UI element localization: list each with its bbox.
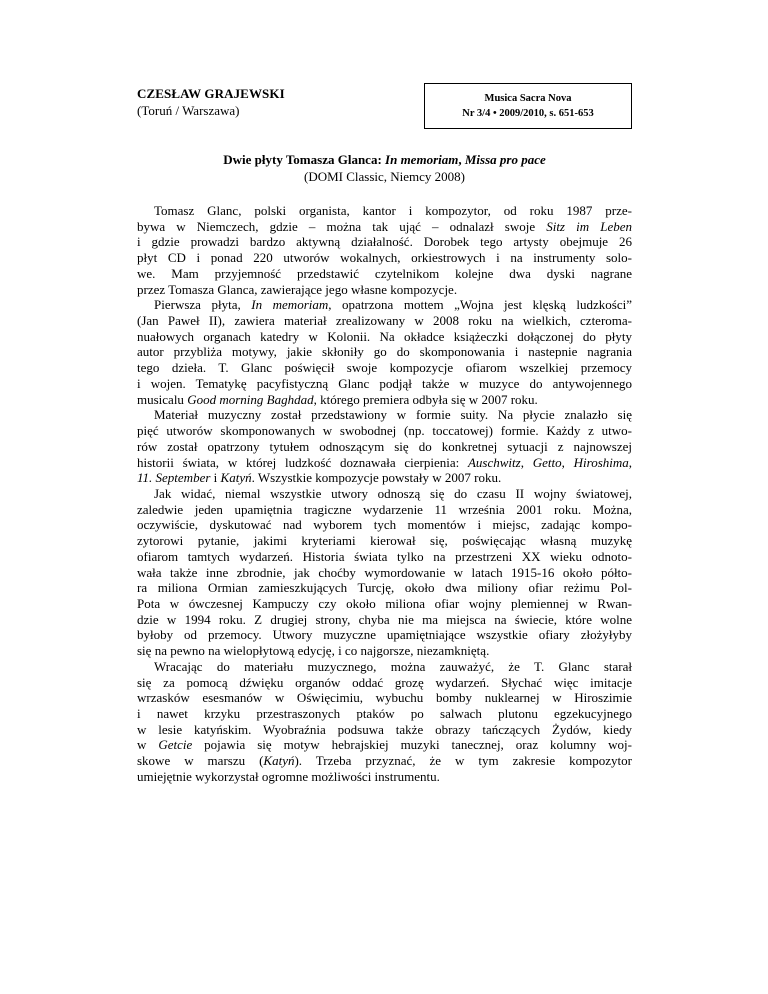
text-line	[137, 580, 632, 596]
author-block	[137, 85, 397, 120]
article-title	[137, 151, 632, 168]
italic-text: Hiroshima	[573, 454, 629, 470]
text-segment: oczywiście, dyskutować nad wyborem tych momentów i miejsc, zadając kompo-	[137, 517, 632, 533]
author-affiliation: (Toruń / Warszawa)	[137, 103, 240, 118]
text-segment: zytorowi pytanie, jakimi kryteriami kierował się, poświęcając własną muzykę	[137, 533, 632, 549]
italic-text: Katyń	[263, 753, 295, 769]
text-segment: tego dzieła. T. Glanc poświęcił swoje kompozycje ofiarom wszelkiej przemocy	[137, 360, 632, 376]
text-line	[137, 344, 632, 360]
text-segment: ,	[520, 454, 533, 470]
text-segment: Wracając do materiału muzycznego, można zauważyć, że T. Glanc starał	[154, 658, 632, 674]
text-line	[137, 690, 632, 706]
text-line	[137, 737, 632, 753]
text-segment: , opatrzona mottem „Wojna jest klęską ludzkości”	[328, 297, 632, 313]
text-segment: bywa w Niemczech, gdzie – można tak ująć – odnalazł swoje	[137, 218, 547, 234]
text-line	[137, 659, 632, 675]
text-segment: , którego premiera odbyła się w 2007 roku.	[313, 391, 538, 407]
text-segment: . Wszystkie kompozycje powstały w 2007 roku.	[251, 470, 502, 486]
text-line	[137, 250, 632, 266]
text-line	[137, 612, 632, 628]
text-segment: i gdzie prowadzi bardzo aktywną działalność. Dorobek tego artysty obejmuje 26	[137, 234, 632, 250]
text-line	[137, 360, 632, 376]
text-segment: (Jan Paweł II), zawiera materiał zrealizowany w 2008 roku na wielkich, czteroma-	[137, 313, 632, 329]
italic-text: Good morning Baghdad	[187, 391, 314, 407]
text-segment: w lesie katyńskim. Wyobraźnia podsuwa także obrazy tańczących Żydów, kiedy	[137, 721, 632, 737]
text-segment: i wojen. Tematykę pacyfistyczną Glanc podjął także w muzyce do antywojennego	[137, 375, 632, 391]
text-segment: historii świata, w której ludzkość doznawała cierpienia:	[137, 454, 468, 470]
author-name: CZESŁAW GRAJEWSKI	[137, 86, 285, 101]
text-segment: pojawia się motyw hebrajskiej muzyki tanecznej, oraz kolumny woj-	[192, 737, 632, 753]
text-line	[137, 219, 632, 235]
text-segment: wrzasków esesmanów w Oświęcimiu, wybuchu bomby nuklearnej w Hiroszimie	[137, 690, 632, 706]
text-segment: Pota w ówczesnej Kampuczy czy około miliona ofiar wojny plemiennej w Rwan-	[137, 595, 632, 611]
text-segment: Tomasz Glanc, polski organista, kantor i kompozytor, od roku 1987 prze-	[154, 203, 632, 218]
text-line	[137, 423, 632, 439]
text-segment: dzie w 1994 roku. Z drugiej strony, chyba nie ma miejsca na świecie, które wolne	[137, 611, 632, 627]
journal-citation-box	[424, 83, 632, 129]
text-segment: ra miliona Ormian zamieszkujących Turcję, około dwa miliony ofiar reżimu Pol-	[137, 580, 632, 596]
italic-text: In memoriam	[251, 297, 329, 313]
text-segment: autor przybliża motywy, jakie skłoniły go do skomponowania i nastepnie nagrania	[137, 344, 632, 360]
text-segment: i	[210, 470, 221, 486]
text-line	[137, 753, 632, 769]
text-segment: Jak widać, niemal wszystkie utwory odnoszą się do czasu II wojny światowej,	[154, 485, 632, 501]
text-segment: przez Tomasza Glanca, zawierające jego własne kompozycje.	[137, 281, 458, 297]
journal-name: Musica Sacra Nova	[484, 93, 572, 104]
text-segment: skowe w marszu (	[137, 753, 264, 769]
text-segment: byłoby od przemocy. Utwory muzyczne upamiętniające wszystkie ofiary złożyłyby	[137, 627, 632, 643]
text-line	[137, 470, 632, 486]
text-segment: się za pomocą dźwięku organów oddać grozę wydarzeń. Słychać więc imitacje	[137, 674, 632, 690]
text-line	[137, 486, 632, 502]
text-line	[137, 266, 632, 282]
text-line	[137, 596, 632, 612]
text-line	[137, 407, 632, 423]
text-line	[137, 706, 632, 722]
article-subtitle: (DOMI Classic, Niemcy 2008)	[303, 169, 466, 184]
text-line	[137, 549, 632, 565]
text-line	[137, 455, 632, 471]
text-segment: Materiał muzyczny został przedstawiony w formie suity. Na płycie znalazło się	[154, 407, 632, 423]
text-segment: wała także inne zbrodnie, jak choćby wymordowanie w latach 1915-16 około półto-	[137, 564, 632, 580]
text-segment: ). Trzeba przyznać, że w tym zakresie kompozytor	[294, 753, 632, 769]
text-segment: rów został opatrzony tytułem odnoszącym się do konkretnej sytuacji z najnowszej	[137, 438, 632, 454]
title-album-1: In memoriam	[385, 152, 459, 167]
text-line	[137, 769, 632, 785]
text-line	[137, 533, 632, 549]
italic-text: Getto	[532, 454, 562, 470]
journal-issue: Nr 3/4 • 2009/2010, s. 651-653	[462, 108, 594, 119]
text-line	[137, 439, 632, 455]
text-segment: się na pewno na wielopłytową edycję, i co najgorsze, niezamkniętą.	[137, 643, 490, 659]
text-line	[137, 329, 632, 345]
text-line	[137, 392, 632, 408]
text-line	[137, 565, 632, 581]
text-segment: musicalu	[137, 391, 188, 407]
text-segment: nuałowych organach katedry w Kolonii. Na okładce książeczki dołączonej do płyty	[137, 328, 632, 344]
title-text: Dwie płyty Tomasza Glanca:	[223, 152, 386, 167]
text-line	[137, 297, 632, 313]
text-segment: zaledwie jeden upamiętnia tragiczne wydarzenie 11 września 2001 roku. Można,	[137, 501, 632, 517]
article-body	[137, 203, 632, 785]
text-segment: umiejętnie wykorzystał ogromne możliwości instrumentu.	[137, 768, 440, 784]
text-segment: Pierwsza płyta,	[154, 297, 252, 313]
text-line	[137, 643, 632, 659]
text-line	[137, 502, 632, 518]
text-segment: i nawet krzyku przestraszonych ptaków po salwach plutonu egzekucyjnego	[137, 706, 632, 721]
text-line	[137, 313, 632, 329]
text-segment: ,	[561, 454, 574, 470]
article-title-block	[137, 151, 632, 185]
text-line	[137, 203, 632, 219]
text-line	[137, 234, 632, 250]
italic-text: 11. September	[137, 470, 211, 486]
text-segment: ofiarom tamtych wydarzeń. Historia świata tylko na przestrzeni XX wieku odnoto-	[137, 548, 632, 564]
italic-text: Sitz im Leben	[546, 218, 632, 234]
text-line	[137, 517, 632, 533]
italic-text: Auschwitz	[467, 454, 521, 470]
text-line	[137, 675, 632, 691]
text-line	[137, 722, 632, 738]
text-segment: w	[137, 737, 159, 753]
italic-text: Getcie	[158, 737, 193, 753]
italic-text: Katyń	[220, 470, 252, 486]
title-separator: ,	[458, 152, 465, 167]
text-segment: płyt CD i ponad 220 utworów wokalnych, orkiestrowych i na instrumenty solo-	[137, 250, 632, 266]
text-line	[137, 627, 632, 643]
text-line	[137, 282, 632, 298]
text-segment: ,	[628, 454, 633, 470]
text-segment: we. Mam przyjemność przedstawić czytelnikom kolejne dwa dyski nagrane	[137, 265, 632, 281]
text-segment: pięć utworów skomponowanych w swobodnej (np. toccatowej) formie. Każdy z utwo-	[137, 423, 632, 439]
title-album-2: Missa pro pace	[464, 152, 546, 167]
text-line	[137, 376, 632, 392]
